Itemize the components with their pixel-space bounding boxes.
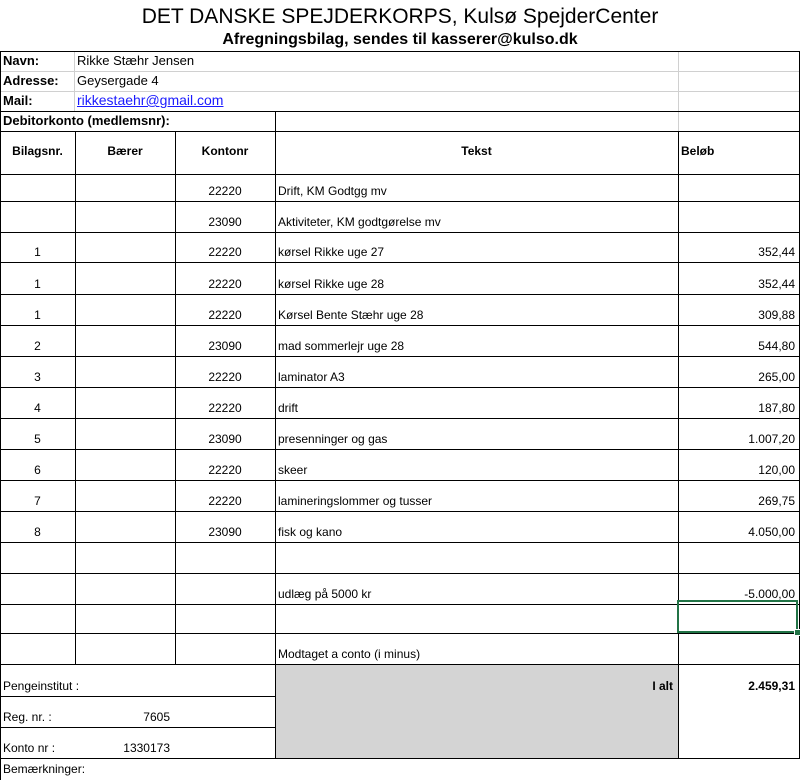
grid-line	[0, 262, 800, 263]
kontonr-cell[interactable]: 22220	[208, 184, 242, 198]
beloeb-cell[interactable]: -5.000,00	[744, 587, 795, 601]
bilag-cell[interactable]: 1	[34, 308, 41, 322]
kontonr-cell[interactable]: 22220	[208, 277, 242, 291]
tekst-cell[interactable]	[275, 604, 678, 633]
grid-line	[0, 633, 800, 634]
beloeb-cell[interactable]: 352,44	[758, 245, 795, 259]
grid-line	[0, 449, 800, 450]
tekst-cell[interactable]: Kørsel Bente Stæhr uge 28	[278, 308, 424, 322]
tekst-cell[interactable]: drift	[278, 401, 299, 415]
tekst-cell[interactable]: Drift, KM Godtgg mv	[278, 184, 387, 198]
grid-line	[0, 91, 800, 92]
sheet-title: DET DANSKE SPEJDERKORPS, Kulsø SpejderCenter	[141, 4, 659, 28]
col-header-baerer: Bærer	[107, 143, 143, 158]
grid-line	[0, 356, 800, 357]
tekst-cell[interactable]: udlæg på 5000 kr	[278, 587, 372, 601]
grid-line	[275, 664, 276, 758]
beloeb-cell[interactable]: 120,00	[758, 463, 795, 477]
tekst-cell[interactable]: skeer	[278, 463, 308, 477]
name-label: Navn:	[3, 53, 40, 68]
mail-label: Mail:	[3, 93, 33, 108]
kontonr-cell[interactable]: 22220	[208, 245, 242, 259]
col-header-bilag: Bilagsnr.	[12, 143, 63, 158]
beloeb-cell[interactable]	[678, 174, 800, 201]
col-header-tekst: Tekst	[461, 143, 492, 158]
kontonr-cell[interactable]: 23090	[208, 215, 242, 229]
debitor-label: Debitorkonto (medlemsnr):	[3, 113, 170, 128]
col-header-beloeb: Beløb	[681, 143, 715, 158]
tekst-cell[interactable]: Aktiviteter, KM godtgørelse mv	[278, 215, 441, 229]
beloeb-cell[interactable]: 269,75	[758, 494, 795, 508]
kontonr-cell[interactable]: 22220	[208, 463, 242, 477]
grid-line	[0, 664, 800, 665]
bilag-cell[interactable]	[0, 201, 75, 232]
tekst-cell[interactable]	[275, 542, 678, 573]
grid-line	[678, 51, 679, 131]
beloeb-cell[interactable]: 544,80	[758, 339, 795, 353]
konto-value[interactable]: 1330173	[123, 741, 170, 755]
bilag-cell[interactable]: 4	[34, 401, 41, 415]
beloeb-cell[interactable]	[678, 633, 800, 664]
bilag-cell[interactable]: 6	[34, 463, 41, 477]
beloeb-cell[interactable]: 352,44	[758, 277, 795, 291]
grid-line	[678, 131, 679, 758]
beloeb-cell[interactable]: 309,88	[758, 308, 795, 322]
reg-value[interactable]: 7605	[143, 710, 170, 724]
grid-line	[175, 131, 176, 664]
kontonr-cell[interactable]	[175, 573, 275, 604]
tekst-cell[interactable]: fisk og kano	[278, 525, 343, 539]
grid-line	[0, 71, 800, 72]
kontonr-cell[interactable]: 22220	[208, 494, 242, 508]
kontonr-cell[interactable]: 23090	[208, 432, 242, 446]
col-header-kontonr: Kontonr	[201, 143, 249, 158]
bilag-cell[interactable]	[0, 633, 75, 664]
grid-line	[0, 542, 800, 543]
grid-line	[0, 111, 800, 112]
bilag-cell[interactable]: 2	[34, 339, 41, 353]
tekst-cell[interactable]: presenninger og gas	[278, 432, 388, 446]
grid-line	[275, 111, 276, 664]
bilag-cell[interactable]	[0, 174, 75, 201]
beloeb-cell[interactable]: 187,80	[758, 401, 795, 415]
grid-line	[0, 174, 800, 175]
bilag-cell[interactable]	[0, 542, 75, 573]
kontonr-cell[interactable]	[175, 604, 275, 633]
name-value[interactable]: Rikke Stæhr Jensen	[77, 53, 195, 68]
grid-line	[0, 758, 800, 759]
tekst-cell[interactable]: mad sommerlejr uge 28	[278, 339, 405, 353]
konto-label: Konto nr :	[3, 741, 56, 755]
total-value[interactable]: 2.459,31	[748, 679, 795, 693]
grid-line	[0, 201, 800, 202]
total-label: I alt	[652, 679, 673, 693]
kontonr-cell[interactable]: 23090	[208, 339, 242, 353]
kontonr-cell[interactable]	[175, 542, 275, 573]
bank-label: Pengeinstitut :	[3, 679, 80, 693]
grid-line	[0, 294, 800, 295]
bilag-cell[interactable]: 3	[34, 370, 41, 384]
reg-label: Reg. nr. :	[3, 710, 52, 724]
grid-line	[0, 51, 800, 52]
bilag-cell[interactable]: 1	[34, 245, 41, 259]
tekst-cell[interactable]: kørsel Rikke uge 28	[278, 277, 385, 291]
tekst-cell[interactable]: laminator A3	[278, 370, 345, 384]
selected-cell[interactable]	[677, 600, 798, 633]
grid-line	[0, 131, 800, 132]
grid-line	[0, 325, 800, 326]
beloeb-cell[interactable]: 1.007,20	[748, 432, 795, 446]
grid-line	[0, 573, 800, 574]
bilag-cell[interactable]: 1	[34, 277, 41, 291]
tekst-cell[interactable]: Modtaget a conto (i minus)	[278, 647, 421, 661]
beloeb-cell[interactable]	[678, 542, 800, 573]
tekst-cell[interactable]: kørsel Rikke uge 27	[278, 245, 385, 259]
beloeb-cell[interactable]	[678, 201, 800, 232]
kontonr-cell[interactable]: 22220	[208, 308, 242, 322]
address-value[interactable]: Geysergade 4	[77, 73, 159, 88]
beloeb-cell[interactable]: 265,00	[758, 370, 795, 384]
kontonr-cell[interactable]	[175, 633, 275, 664]
sheet-subtitle: Afregningsbilag, sendes til kasserer@kulso.dk	[222, 31, 578, 48]
address-label: Adresse:	[3, 73, 59, 88]
fill-handle[interactable]	[794, 629, 800, 636]
grid-line	[75, 131, 76, 664]
grid-line	[0, 480, 800, 481]
grid-line	[0, 387, 800, 388]
bilag-cell[interactable]: 8	[34, 525, 41, 539]
beloeb-cell[interactable]: 4.050,00	[748, 525, 795, 539]
remarks-label: Bemærkninger:	[3, 762, 86, 776]
tekst-cell[interactable]: lamineringslommer og tusser	[278, 494, 433, 508]
grid-line	[74, 51, 75, 111]
grid-line	[0, 51, 1, 780]
bilag-cell[interactable]: 7	[34, 494, 41, 508]
mail-link[interactable]: rikkestaehr@gmail.com	[77, 92, 224, 108]
grid-line	[0, 511, 800, 512]
kontonr-cell[interactable]: 22220	[208, 370, 242, 384]
kontonr-cell[interactable]: 23090	[208, 525, 242, 539]
grid-line	[0, 696, 275, 697]
bilag-cell[interactable]	[0, 573, 75, 604]
grid-line	[0, 727, 275, 728]
grid-line	[0, 418, 800, 419]
bilag-cell[interactable]	[0, 604, 75, 633]
kontonr-cell[interactable]: 22220	[208, 401, 242, 415]
grid-line	[0, 232, 800, 233]
bilag-cell[interactable]: 5	[34, 432, 41, 446]
